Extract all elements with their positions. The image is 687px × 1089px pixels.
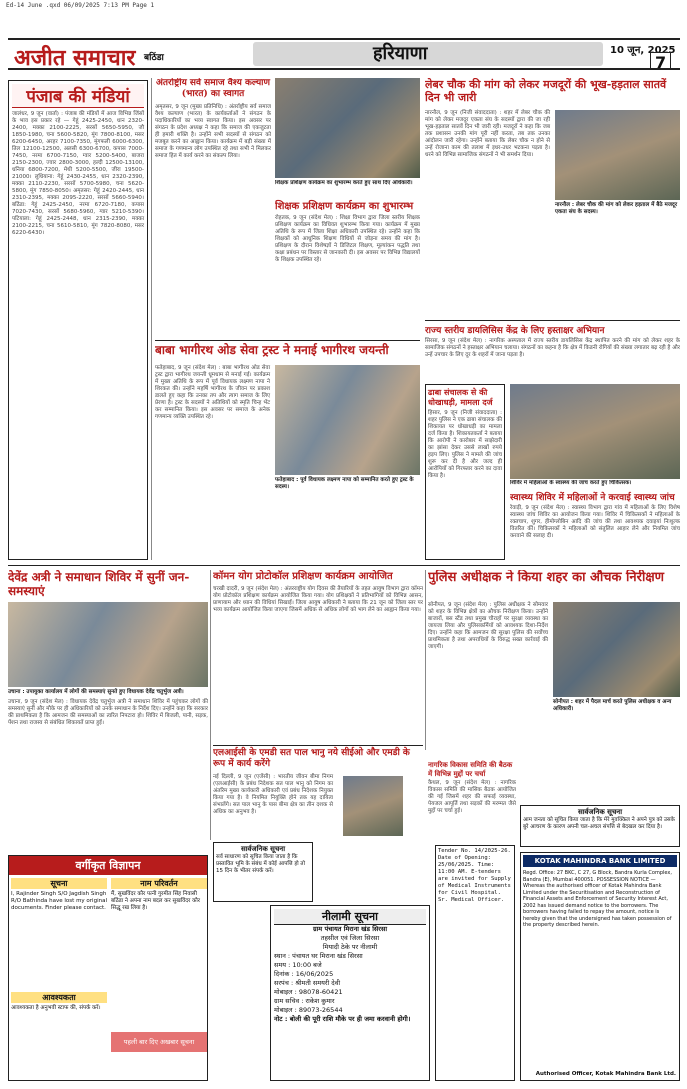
- baba-caption: फतेहाबाद : पूर्व विधायक लक्ष्मण नापा को सम्मानित करते हुए ट्रस्ट के सदस्य।: [275, 477, 414, 490]
- auction-title: नीलामी सूचना: [274, 909, 426, 925]
- public-notice-title: सार्वजनिक सूचना: [240, 845, 286, 853]
- training-headline: शिक्षक प्रशिक्षण कार्यक्रम का शुभारम्भ: [275, 201, 414, 212]
- devender-caption: उचाना : उपायुक्त कार्यालय में लोगों की समस्याएं सुनते हुए विधायक देवेंद्र चतुर्भुज अत्री।: [8, 689, 184, 695]
- lic-text: नई दिल्ली, 9 जून (एजेंसी) : भारतीय जीवन बीमा निगम (एलआईसी) के प्रबंध निदेशक सत पाल भानु को निगम का अंतरिम मुख्य कार्यकारी अधिकारी एवं प्रबंध निदेशक नियुक्त किया गया है। वे नियमित नियुक्ति होने तक यह दायित्व संभालेंगे। सत पाल भानु के पास बीमा क्षेत्र का तीन दशक से अधिक का अनुभव है।: [213, 774, 333, 815]
- masthead: [8, 38, 680, 70]
- notice-ad: [11, 878, 107, 988]
- committee-story: [428, 760, 516, 840]
- classifieds-header: वर्गीकृत विज्ञापन: [9, 856, 207, 875]
- dialysis-text: सिरसा, 9 जून (संदेश मेल) : नागरिक अस्पताल में राज्य स्तरीय डायलिसिस केंद्र स्थापित करने की मांग को लेकर शहर के सामाजिक संगठनों ने हस्ताक्षर अभियान चलाया। संगठनों का कहना है कि क्षेत्र में किडनी रोगियों की संख्या लगातार बढ़ रही है और उन्हें उपचार के लिए दूर के शहरों में जाना पड़ता है।: [425, 338, 680, 358]
- training-text: रोहतक, 9 जून (संदेश मेल) : शिक्षा विभाग द्वारा जिला स्तरीय शिक्षक प्रशिक्षण कार्यक्रम का विधिवत शुभारम्भ किया गया। कार्यक्रम में मुख्य अतिथि के रूप में जिला शिक्षा अधिकारी उपस्थित रहे। उन्होंने कहा कि शिक्षकों को आधुनिक शिक्षण विधियों से जोड़ना समय की मांग है। प्रशिक्षण के दौरान विशेषज्ञों ने डिजिटल शिक्षण, मूल्यांकन पद्धति तथा कक्षा प्रबंधन पर विस्तार से जानकारी दी। इस अवसर पर विभिन्न विद्यालयों के शिक्षक उपस्थित रहे।: [275, 215, 420, 263]
- right-public-notice-text: आम जनता को सूचित किया जाता है कि मेरे मुवक्किल ने अपने पुत्र को उसके बुरे आचरण के कारण अपनी चल-अचल संपत्ति से बेदखल कर दिया है।: [523, 817, 675, 830]
- first-time-ad: पहली बार दिए अखबार सूचना: [111, 1032, 207, 1052]
- police-text: सोनीपत, 9 जून (संदेश मेल) : पुलिस अधीक्षक ने सोमवार को शहर के विभिन्न क्षेत्रों का औचक निरीक्षण किया। उन्होंने बाजारों, बस स्टैंड तथा प्रमुख चौराहों पर सुरक्षा व्यवस्था का जायजा लिया और पुलिसकर्मियों को आवश्यक दिशा-निर्देश दिए। उन्होंने कहा कि आमजन की सुरक्षा पुलिस की सर्वोच्च प्राथमिकता है तथा अपराधियों के विरुद्ध सख्त कार्रवाई की जाएगी।: [428, 602, 548, 650]
- notice-label: सूचना: [11, 878, 107, 889]
- training-caption: शिक्षक प्रशिक्षण कार्यक्रम का शुभारम्भ करते हुए साथ दिए अधिकारी।: [275, 180, 413, 186]
- auction-line-10: मोबाइल : 89073-26544: [274, 1006, 343, 1014]
- bank-text: Regd. Office: 27 BKC, C 27, G Block, Bandra Kurla Complex, Bandra (E), Mumbai 400051. POSSESSION NOTICE — Whereas the authorised officer of Kotak Mahindra Bank Limited under the Securitisation and Reconstruction of Financial Assets and Enforcement of Security Interest Act, 2002 has issued demand notice to the borrowers. The borrowers having failed to repay the amount, notice is hereby given that the undersigned has taken possession of the property described herein.: [523, 870, 672, 928]
- column-rule: [425, 570, 426, 750]
- labor-text-continued: [555, 224, 680, 314]
- vaishya-story: [155, 78, 271, 338]
- print-slug: Ed-14 June .qxd 06/09/2025 7:13 PM Page 1: [6, 2, 155, 9]
- page-number: 7: [650, 52, 671, 70]
- name-change-label: नाम परिवर्तन: [111, 878, 207, 889]
- vaishya-headline: अंतर्राष्ट्रीय सर्व समाज वैश्य कल्याण (भारत) का स्वागत: [155, 78, 271, 99]
- baba-headline: बाबा भागीरथ ओड सेवा ट्रस्ट ने मनाई भागीरथ जयन्ती: [155, 343, 389, 357]
- right-public-notice-title: सार्वजनिक सूचना: [577, 808, 623, 816]
- section-title: हरियाणा: [253, 42, 603, 66]
- yoga-text: चरखी दादरी, 9 जून (संदेश मेल) : अंतरराष्ट्रीय योग दिवस की तैयारियों के तहत आयुष विभाग द्वारा कॉमन योग प्रोटोकॉल प्रशिक्षण कार्यक्रम आयोजित किया गया। योग प्रशिक्षकों ने प्रतिभागियों को विभिन्न आसन, प्राणायाम और ध्यान की विधियां सिखाईं। जिला आयुष अधिकारी ने बताया कि 21 जून को जिला स्तर पर भव्य कार्यक्रम आयोजित किया जाएगा जिसमें अधिक से अधिक लोगों को भाग लेने का आह्वान किया गया।: [213, 586, 423, 613]
- auction-line-2: तहसील एवं जिला सिरसा: [320, 934, 380, 942]
- dialysis-story: [425, 320, 680, 382]
- devender-photo: [8, 602, 208, 687]
- devender-text: उचाना, 9 जून (संदेश मेल) : विधायक देवेंद्र चतुर्भुज अत्री ने समाधान शिविर में पहुंचकर लोगों की समस्याएं सुनीं और मौके पर ही अधिकारियों को उनके समाधान के निर्देश दिए। उन्होंने कहा कि सरकार की प्राथमिकता है कि आमजन की समस्याओं का त्वरित निपटारा हो। शिविर में बिजली, पानी, सड़क, पेंशन तथा राजस्व से संबंधित शिकायतें प्राप्त हुईं।: [8, 699, 208, 726]
- police-caption: सोनीपत : शहर में पैदल मार्च करते पुलिस अधीक्षक व अन्य अधिकारी।: [553, 699, 672, 712]
- name-change-text: मैं, सुखविंदर कौर पत्नी गुरमीत सिंह निवासी बठिंडा ने अपना नाम बदल कर सुखविंदर कौर सिद्धू रख लिया है।: [111, 891, 201, 911]
- auction-line-1: ग्राम पंचायत मिराना खंड सिरसा: [312, 925, 388, 933]
- auction-line-5: समय : 10:00 बजे: [274, 961, 322, 969]
- dialysis-headline: राज्य स्तरीय डायलिसिस केंद्र के लिए हस्ताक्षर अभियान: [425, 326, 605, 336]
- vaishya-text: अमृतसर, 9 जून (मुख्य प्रतिनिधि) : अंतर्राष्ट्रीय सर्व समाज वैश्य कल्याण (भारत) के कार्यकर्ताओं ने संगठन के पदाधिकारियों का भव्य स्वागत किया। इस अवसर पर संगठन के प्रदेश अध्यक्ष ने कहा कि समाज की एकजुटता ही हमारी शक्ति है। उन्होंने सभी सदस्यों से संगठन को मजबूत करने का आह्वान किया। कार्यक्रम में बड़ी संख्या में समाज के गणमान्य लोग उपस्थित रहे तथा सभी ने मिलकर समाज हित में कार्य करने का संकल्प लिया।: [155, 104, 271, 159]
- lic-headline: एलआईसी के एमडी सत पाल भानु नये सीईओ और एमडी के रूप में कार्य करेंगे: [213, 748, 410, 769]
- public-notice: [213, 842, 313, 902]
- divider: [8, 565, 680, 566]
- mandi-box: [8, 80, 148, 560]
- wanted-text: आवश्यकता है अनुभवी स्टाफ की, संपर्क करें।: [11, 1005, 101, 1011]
- mandi-rates: जालंधर, 9 जून (वार्ता) : पंजाब की मंडियों में आज विभिन्न जिंसों के भाव इस प्रकार रहे — गेहूं 2425-2450, धान 2320-2400, मक्का 2100-2225, सरसों 5650-5950, जौ 1850-1980, चना 5600-5820, मूंग 7800-8100, मसर 6200-6450, अरहर 7100-7350, मूंगफली 6000-6300, तिल 12100-12500, अलसी 6300-6700, कपास 7000-7450, नरमा 6700-7150, ग्वार 5200-5400, बाजरा 2150-2300, ज्वार 2800-3000, हल्दी 12500-13100, धनिया 6800-7200, मेथी 5200-5500, जीरा 19500-21000। लुधियाना: गेहूं 2430-2455, धान 2320-2390, मक्का 2110-2230, सरसों 5700-5980, चना 5620-5800, मूंग 7850-8050। अमृतसर: गेहूं 2420-2445, धान 2310-2395, मक्का 2095-2220, सरसों 5660-5940। बठिंडा: गेहूं 2425-2450, नरमा 6720-7180, कपास 7020-7430, सरसों 5680-5960, ग्वार 5210-5390। पटियाला: गेहूं 2425-2448, धान 2315-2390, मक्का 2100-2215, चना 5610-5810, मूंग 7820-8080, मसर 6220-6430।: [12, 111, 144, 236]
- date-line: 10 जून, 2025: [610, 45, 676, 56]
- wanted-ad: [11, 992, 107, 1078]
- devender-headline: देवेंद्र अत्री ने समाधान शिविर में सुनीं जन-समस्याएं: [8, 570, 190, 598]
- tender-text: Tender No. 14/2025-26. Date of Opening: 25/06/2025. Time: 11:00 AM. E-tenders are invited for Supply of Medical Instruments for Civil Hospital. Sr. Medical Officer.: [438, 848, 511, 903]
- bank-footer: Authorised Officer, Kotak Mahindra Bank Ltd.: [535, 1071, 676, 1077]
- right-public-notice: [520, 805, 680, 847]
- column-rule: [151, 78, 152, 560]
- devender-story: [8, 570, 208, 850]
- yoga-headline: कॉमन योग प्रोटोकॉल प्रशिक्षण कार्यक्रम आयोजित: [213, 571, 393, 582]
- training-photo: [275, 78, 420, 178]
- fraud-story: [425, 384, 505, 560]
- auction-line-9: ग्राम सचिव : राकेश कुमार: [274, 997, 335, 1005]
- women-health-story: [510, 490, 680, 560]
- training-story: [275, 198, 420, 338]
- police-photo: [553, 602, 680, 697]
- wanted-label: आवश्यकता: [11, 992, 107, 1003]
- lic-story: [213, 745, 423, 840]
- lic-portrait: [343, 776, 403, 836]
- auction-line-3: मियादी ठेके पर नीलामी: [322, 943, 378, 951]
- labor-caption: नारनौल : लेबर चौक की मांग को लेकर हड़ताल में बैठे मजदूर एकता संघ के सदस्य।: [555, 202, 678, 215]
- newspaper-logo: अजीत समाचार: [14, 45, 136, 70]
- auction-line-8: मोबाइल : 98078-60421: [274, 988, 343, 996]
- mandi-title: पंजाब की मंडियां: [12, 84, 144, 108]
- committee-text: कैथल, 9 जून (संदेश मेल) : नागरिक विकास समिति की मासिक बैठक आयोजित की गई जिसमें शहर की सफाई व्यवस्था, पेयजल आपूर्ति तथा सड़कों की मरम्मत जैसे मुद्दों पर चर्चा हुई।: [428, 780, 516, 814]
- classifieds-box: [8, 855, 208, 1081]
- auction-line-11: नोट : बोली की पूरी राशि मौके पर ही जमा करवानी होगी।: [274, 1015, 411, 1023]
- edition-city: बठिंडा: [144, 53, 164, 63]
- auction-line-7: सरपंच : श्रीमती समयरी देवी: [274, 979, 341, 987]
- women-health-photo: [510, 384, 680, 479]
- baba-text: फतेहाबाद, 9 जून (संदेश मेल) : बाबा भागीरथ ओड सेवा ट्रस्ट द्वारा भागीरथ जयन्ती धूमधाम से मनाई गई। कार्यक्रम में मुख्य अतिथि के रूप में पूर्व विधायक लक्ष्मण नापा ने शिरकत की। उन्होंने महर्षि भागीरथ के जीवन पर प्रकाश डालते हुए कहा कि उनका तप और त्याग समाज के लिए प्रेरणा है। ट्रस्ट के सदस्यों ने अतिथियों को स्मृति चिन्ह भेंट कर सम्मानित किया। इस अवसर पर समाज के अनेक गणमान्य व्यक्ति उपस्थित रहे।: [155, 365, 270, 420]
- women-health-text: रेवाड़ी, 9 जून (संदेश मेल) : स्वास्थ्य विभाग द्वारा गांव में महिलाओं के लिए विशेष स्वास्थ्य जांच शिविर का आयोजन किया गया। शिविर में चिकित्सकों ने महिलाओं के रक्तचाप, शुगर, हीमोग्लोबिन आदि की जांच की तथा आवश्यक दवाइयां निःशुल्क वितरित कीं। चिकित्सकों ने महिलाओं को संतुलित आहार लेने और नियमित जांच करवाने की सलाह दी।: [510, 505, 680, 539]
- police-headline: पुलिस अधीक्षक ने किया शहर का औचक निरीक्षण: [428, 570, 665, 585]
- auction-notice: [270, 905, 430, 1081]
- auction-line-4: स्थान : पंचायत घर मिराना खंड सिरसा: [274, 952, 363, 960]
- name-change-ad: [111, 878, 207, 988]
- baba-story: [155, 340, 420, 560]
- notice-text: I, Rajinder Singh S/O Jagdish Singh R/O Bathinda have lost my original documents. Finder please contact.: [11, 891, 107, 911]
- labor-photo: [555, 110, 680, 200]
- labor-story: [425, 78, 680, 318]
- women-health-caption: शिविर में महिलाओं के स्वास्थ्य की जांच करते हुए चिकित्सक।: [510, 480, 632, 486]
- labor-headline: लेबर चौक की मांग को लेकर मजदूरों की भूख-हड़ताल सातवें दिन भी जारी: [425, 78, 667, 104]
- committee-headline: नागरिक विकास समिति की बैठक में विभिन्न मुद्दों पर चर्चा: [428, 760, 513, 778]
- women-health-headline: स्वास्थ्य शिविर में महिलाओं ने करवाई स्वास्थ्य जांच: [510, 493, 675, 503]
- tender-notice: [435, 845, 515, 1081]
- column-rule: [210, 570, 211, 840]
- labor-text: नारनौल, 9 जून (निजी संवाददाता) : शहर में लेबर चौक की मांग को लेकर मजदूर एकता संघ के सदस्यों द्वारा की जा रही भूख-हड़ताल सातवें दिन भी जारी रही। मजदूरों ने कहा कि जब तक प्रशासन उनकी मांग पूरी नहीं करता, तब तक उनका आंदोलन जारी रहेगा। उन्होंने बताया कि लेबर चौक न होने से उन्हें रोजाना काम की तलाश में इधर-उधर भटकना पड़ता है। धरने को विभिन्न सामाजिक संगठनों ने भी समर्थन दिया।: [425, 110, 550, 158]
- fraud-text: हिसार, 9 जून (निजी संवाददाता) : शहर पुलिस ने एक ढाबा संचालक की शिकायत पर धोखाधड़ी का मामला दर्ज किया है। शिकायतकर्ता ने बताया कि आरोपी ने कारोबार में साझेदारी का झांसा देकर उससे लाखों रुपये हड़प लिए। पुलिस ने मामले की जांच शुरू कर दी है और जल्द ही आरोपियों को गिरफ्तार करने का दावा किया है।: [428, 410, 502, 479]
- bank-notice: [520, 852, 680, 1081]
- auction-line-6: दिनांक : 16/06/2025: [274, 970, 334, 978]
- baba-photo: [275, 365, 420, 475]
- public-notice-text: सर्व साधारण को सूचित किया जाता है कि प्रस्तावित भूमि के संबंध में कोई आपत्ति हो तो 15 दिन के भीतर संपर्क करें।: [216, 854, 305, 874]
- bank-name: KOTAK MAHINDRA BANK LIMITED: [523, 855, 677, 867]
- fraud-headline: ढाबा संचालक से की धोखाधड़ी, मामला दर्ज: [428, 387, 493, 407]
